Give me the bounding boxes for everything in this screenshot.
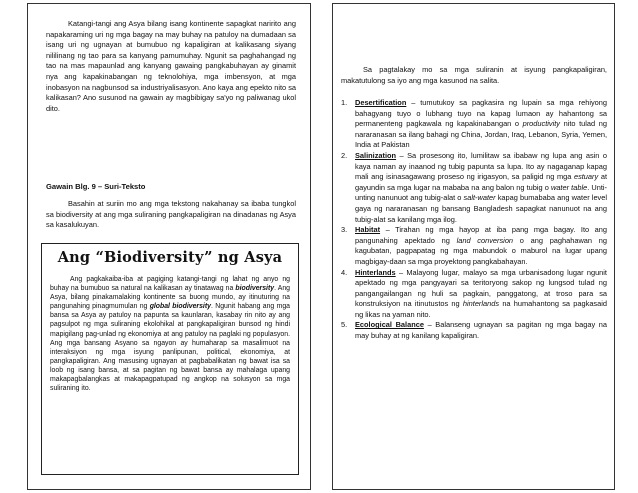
term-number: 4. [341,267,348,277]
term-desertification: Desertification [355,98,407,107]
term-item [341,320,607,341]
right-page [332,3,615,490]
term-italic: water table [550,182,588,192]
term-text: o ang paghahawan ng kagubatan, pagpapatag ng mga mabundok o maburol na lugar upang magbigay-daan sa mga proyektong pangkabahayan. [355,235,607,266]
term-text: na humahantong sa pagkasaid ng likas na yaman nito. [355,299,607,319]
article-paragraph [50,275,290,393]
keyword-global-biodiversity: global biodiversity [149,303,211,311]
article-text-1: Ang pagkakaiba-iba at pagiging katangi-tangi ng lahat ng anyo ng buhay na bumubuo sa natural na kalikasan ay tinatawag na [50,276,290,293]
term-item [341,225,607,267]
activity-heading: Gawain Blg. 9 – Suri-Teksto [46,182,146,191]
terms-intro: Sa pagtalakay mo sa mga suliranin at isyung pangkapaligiran, makatutulong sa iyo ang mga kasunod na salita. [341,65,607,85]
article-text-3: . Ngunit habang ang mga bansa sa Asya ay patuloy na papunta sa kaunlaran, kasabay rin nito ay ang pagsulpot ng mga suliraning ekolohikal at pangkapaligiran bunsod ng hindi mapigilang pag-unlad ng ekonomiya at ang patuloy na paglaki ng populasyon. Ang mga bansang Asyano sa ngayon ay humaharap sa masalimuot na interaksiyon ng mga isyung panlipunan, political, ekonomiya, at pangkapaligiran. Ang masusing ugnayan at pagbabalikatan ng bawat isa sa loob ng isang bansa, at sa pagitan ng bawat bansa ay mahalaga upang makapagbalangkas at makapagpatupad ng angkop na solusyon sa mga suliraning ito. [50,303,290,393]
term-item [341,268,607,321]
term-italic: hinterlands [462,299,500,309]
term-habitat: Habitat [355,225,381,235]
terms-list [341,98,607,342]
activity-instructions: Basahin at suriin mo ang mga tekstong nakahanay sa ibaba tungkol sa biodiversity at ang mga suliraning pangkapaligiran na dinadanas ng Asya sa kasalukuyan. [46,199,296,230]
term-salinization: Salinization [355,150,397,160]
term-italic: salt-water [463,193,496,203]
article-text-2: . Ang Asya, bilang pinakamalaking kontinente sa buong mundo, ay itinuturing na pangunahing pinagmumulan ng [50,285,290,311]
term-number: 5. [341,320,348,330]
term-text: – Tirahan ng mga hayop at iba pang mga bagay. Ito ang pangunahing apektado ng [355,225,607,245]
term-text: – Sa prosesong ito, lumilitaw sa ibabaw ng lupa ang asin o kaya naman ay inaanod ng tubig papunta sa lupa. Ito ay nagaganap kapag mali ang isinasagawang proseso ng irigasyon, sa paligid ng mga [355,150,607,182]
term-text: nito tulad ng nararanasan sa ilang bahagi ng China, Jordan, Iraq, Lebanon, Syria, Yemen, India at Pakistan [355,119,607,150]
term-ecological-balance: Ecological Balance [355,320,424,330]
term-number: 1. [341,98,348,107]
term-number: 3. [341,225,348,235]
article-title: Ang “Biodiversity” ng Asya [57,249,283,266]
keyword-biodiversity: biodiversity [235,285,275,293]
term-text: at gayundin sa mga lugar na mababa na ang balon ng tubig o [355,172,607,192]
term-text: . Unti-unting nanunuot ang tubig-alat o [355,182,607,203]
article-box [41,243,299,475]
term-text: – Malayong lugar, malayo sa mga urbanisadong lugar ngunit apektado ng mga pangyayari sa teritoryong sakop ng lungsod tulad ng pangangailangan ng huli sa pagkain, panggatong, at troso para sa konstruksiyon na itinutustos ng [355,267,607,309]
term-text: kapag bumababa ang water level gaya ng nararanasan ng bansang Bangladesh sapagkat nanunuot na ang tubig-alat sa kanilang mga ilog. [355,193,607,224]
left-page [27,3,311,490]
term-italic: estuary [573,172,599,182]
term-italic: land conversion [456,235,514,245]
term-hinterlands: Hinterlands [355,267,396,277]
intro-paragraph: Katangi-tangi ang Asya bilang isang kontinente sapagkat naririto ang napakaraming uri ng mga bagay na may buhay na patuloy na dumadaan sa isang uri ng ugnayan at bumubuo ng kapaligiran at kalikasang siyang nililinang ng tao para sa kanyang pamumuhay. Ngunit sa paghahangad ng tao na mas mapaunlad ang kanyang gawaing pangkabuhayan ay ginamit nya ang kapakinabangan ng teknolohiya, mga imbensyon, at mga inobasyon na nagbunsod sa industriyalisasyon. Ano kaya ang epekto nito sa kalikasan? Ano susunod na gawain ay magbibigay sa'yo ng paliwanag ukol dito. [46,19,296,113]
term-italic: productivity [522,119,560,129]
term-number: 2. [341,150,348,160]
term-item [341,151,607,225]
term-text: – tumutukoy sa pagkasira ng lupain sa mga rehiyong bahagyang tuyo o lubhang tuyo na kapag lumaon ay hahantong sa permanenteng pagkawala ng kapakinabangan o [355,98,607,129]
term-item [341,98,607,151]
term-text: – Balanseng ugnayan sa pagitan ng mga bagay na may buhay at ng kanilang kapaligiran. [355,320,607,341]
